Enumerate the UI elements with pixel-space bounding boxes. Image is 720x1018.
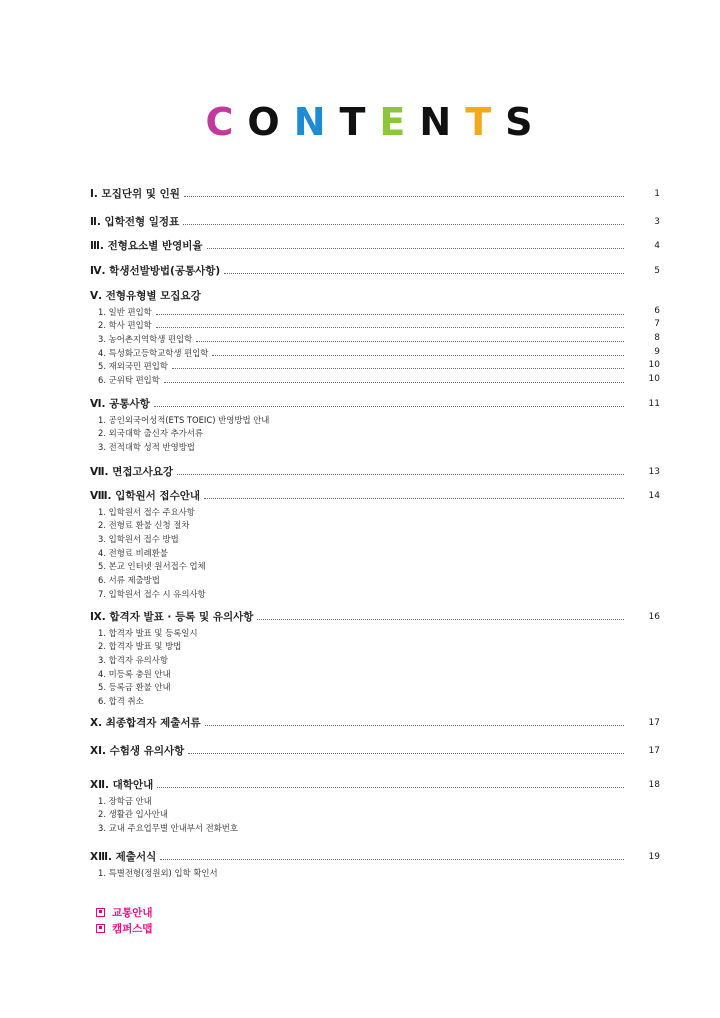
toc-section-row[interactable] (90, 487, 660, 503)
toc-subitems (90, 793, 660, 834)
toc-subitems (90, 412, 660, 453)
subitem-title: 3. 합격자 유의사항 (98, 655, 168, 666)
section-title: Ⅷ. 입학원서 접수안내 (90, 490, 201, 502)
toc-subitem[interactable] (90, 331, 660, 345)
dot-leader (224, 273, 624, 274)
section-title: ⅩⅠ. 수험생 유의사항 (90, 745, 185, 757)
subitem-title: 1. 합격자 발표 및 등록일시 (98, 627, 198, 638)
toc-section-row[interactable] (90, 185, 660, 201)
subitem-title: 4. 미등록 충원 안내 (98, 668, 171, 679)
section-page-number: 3 (654, 217, 660, 227)
subitem-title: 1. 입학원서 접수 주요사항 (98, 506, 195, 517)
toc-section (90, 608, 660, 707)
toc-subitem[interactable] (90, 666, 660, 680)
toc-section-row[interactable] (90, 395, 660, 411)
toc-section (90, 262, 660, 278)
toc-section-row[interactable] (90, 463, 660, 479)
toc-section (90, 395, 660, 453)
dot-leader (177, 474, 624, 475)
title-letter: T (465, 100, 506, 144)
toc-section (90, 848, 660, 879)
toc-subitem[interactable] (90, 412, 660, 426)
section-page-number: 14 (648, 491, 660, 501)
square-bullet-icon (96, 924, 105, 933)
toc-subitem[interactable] (90, 439, 660, 453)
subitem-title: 1. 공인외국어성적(ETS TOEIC) 반영방법 안내 (98, 414, 270, 425)
section-page-number: 17 (648, 746, 660, 756)
subitem-page-number: 9 (654, 346, 660, 357)
toc-section-row[interactable] (90, 608, 660, 624)
section-title: Ⅰ. 모집단위 및 인원 (90, 188, 180, 200)
title-letter: N (419, 100, 466, 144)
toc-subitem[interactable] (90, 372, 660, 386)
section-page-number: 19 (648, 852, 660, 862)
toc-subitem[interactable] (90, 639, 660, 653)
subitem-title: 1. 장학금 안내 (98, 795, 152, 806)
toc-subitem[interactable] (90, 693, 660, 707)
toc-section (90, 742, 660, 758)
title-letter: T (339, 100, 380, 144)
toc-subitem[interactable] (90, 793, 660, 807)
toc-subitem[interactable] (90, 820, 660, 834)
toc-section-row[interactable] (90, 848, 660, 864)
dot-leader (154, 406, 624, 407)
dot-leader (257, 619, 624, 620)
section-title: Ⅳ. 학생선발방법(공통사항) (90, 265, 221, 277)
contents-title (0, 100, 720, 144)
toc-section-row[interactable] (90, 287, 660, 303)
title-letter: C (205, 100, 248, 144)
toc-subitems (90, 504, 660, 600)
subitem-title: 3. 전적대학 성적 반영방법 (98, 442, 195, 453)
toc-subitem[interactable] (90, 586, 660, 600)
toc-subitems (90, 625, 660, 707)
subitem-title: 4. 특성화고등학교학생 편입학 (98, 347, 209, 358)
toc-section-row[interactable] (90, 742, 660, 758)
subitem-title: 6. 서류 제출방법 (98, 575, 160, 586)
toc-section (90, 463, 660, 479)
title-letter: S (505, 100, 547, 144)
dot-leader (156, 314, 624, 315)
dot-leader (207, 248, 624, 249)
toc-subitem[interactable] (90, 680, 660, 694)
toc-subitem[interactable] (90, 559, 660, 573)
section-page-number: 16 (648, 612, 660, 622)
toc-subitem[interactable] (90, 426, 660, 440)
section-page-number: 18 (648, 780, 660, 790)
dot-leader (204, 498, 624, 499)
section-page-number: 11 (648, 399, 660, 409)
section-title: Ⅲ. 전형요소별 반영비율 (90, 240, 203, 252)
section-title: ⅩⅢ. 제출서식 (90, 851, 157, 863)
subitem-title: 7. 입학원서 접수 시 유의사항 (98, 588, 206, 599)
section-title: Ⅶ. 면접고사요강 (90, 466, 174, 478)
subitem-title: 5. 재외국민 편입학 (98, 361, 168, 372)
subitem-page-number: 6 (654, 305, 660, 316)
subitem-title: 2. 외국대학 출신자 추가서류 (98, 428, 203, 439)
toc-subitem[interactable] (90, 625, 660, 639)
toc-section-row[interactable] (90, 714, 660, 730)
dot-leader (184, 196, 624, 197)
toc-subitem[interactable] (90, 518, 660, 532)
dot-leader (160, 859, 624, 860)
toc-subitems (90, 304, 660, 386)
toc-section-row[interactable] (90, 262, 660, 278)
title-letter: N (293, 100, 340, 144)
subitem-title: 2. 합격자 발표 및 방법 (98, 641, 182, 652)
toc-subitem[interactable] (90, 504, 660, 518)
section-page-number: 5 (654, 266, 660, 276)
subitem-title: 5. 본교 인터넷 원서접수 업체 (98, 561, 206, 572)
appendix-link-label: 교통안내 (112, 906, 153, 919)
toc-section (90, 287, 660, 386)
dot-leader (196, 341, 624, 342)
subitem-title: 3. 입학원서 접수 방법 (98, 534, 179, 545)
toc-section (90, 185, 660, 201)
subitem-title: 3. 교내 주요업무별 안내부서 전화번호 (98, 823, 238, 834)
section-title: Ⅵ. 공통사항 (90, 398, 150, 410)
subitem-title: 6. 군위탁 편입학 (98, 375, 160, 386)
section-title: Ⅱ. 입학전형 일정표 (90, 216, 180, 228)
subitem-title: 1. 일반 편입학 (98, 306, 152, 317)
dot-leader (205, 725, 624, 726)
subitem-title: 5. 등록금 환불 안내 (98, 682, 171, 693)
square-bullet-icon (96, 908, 105, 917)
subitem-title: 2. 전형료 환불 신청 절차 (98, 520, 190, 531)
subitem-title: 1. 특별전형(정원외) 입학 확인서 (98, 867, 218, 878)
section-page-number: 17 (648, 718, 660, 728)
section-page-number: 1 (654, 189, 660, 199)
section-title: ⅩⅡ. 대학안내 (90, 779, 154, 791)
toc-section (90, 776, 660, 834)
toc-subitems (90, 865, 660, 879)
dot-leader (157, 787, 624, 788)
dot-leader (164, 382, 624, 383)
toc-subitem[interactable] (90, 359, 660, 373)
appendix-link[interactable] (96, 920, 153, 936)
subitem-title: 3. 농어촌지역학생 편입학 (98, 334, 193, 345)
subitem-page-number: 8 (654, 333, 660, 344)
section-title: Ⅴ. 전형유형별 모집요강 (90, 290, 201, 302)
toc-subitem[interactable] (90, 531, 660, 545)
subitem-title: 6. 합격 취소 (98, 696, 144, 707)
section-page-number: 4 (654, 241, 660, 251)
dot-leader (156, 327, 624, 328)
subitem-title: 2. 생활관 입사안내 (98, 809, 168, 820)
appendix-link[interactable] (96, 904, 153, 920)
section-page-number: 13 (648, 467, 660, 477)
subitem-page-number: 10 (648, 360, 660, 371)
toc-section (90, 213, 660, 229)
toc-subitem[interactable] (90, 652, 660, 666)
appendix-links (96, 904, 153, 936)
title-letter: E (379, 100, 420, 144)
toc-subitem[interactable] (90, 572, 660, 586)
toc-section-row[interactable] (90, 776, 660, 792)
toc-subitem[interactable] (90, 545, 660, 559)
subitem-page-number: 10 (648, 374, 660, 385)
subitem-title: 4. 전형료 비례환불 (98, 547, 168, 558)
toc-section-row[interactable] (90, 213, 660, 229)
dot-leader (212, 355, 624, 356)
section-title: Ⅸ. 합격자 발표 · 등록 및 유의사항 (90, 611, 254, 623)
toc-section-row[interactable] (90, 237, 660, 253)
section-title: Ⅹ. 최종합격자 제출서류 (90, 717, 201, 729)
toc-subitem[interactable] (90, 345, 660, 359)
dot-leader (188, 753, 624, 754)
toc-section (90, 487, 660, 600)
dot-leader (183, 224, 624, 225)
toc-subitem[interactable] (90, 304, 660, 318)
subitem-page-number: 7 (654, 319, 660, 330)
toc-subitem[interactable] (90, 318, 660, 332)
toc-subitem[interactable] (90, 865, 660, 879)
title-letter: O (247, 100, 294, 144)
dot-leader (172, 368, 624, 369)
toc-section (90, 237, 660, 253)
subitem-title: 2. 학사 편입학 (98, 320, 152, 331)
toc-section (90, 714, 660, 730)
appendix-link-label: 캠퍼스맵 (112, 922, 153, 935)
toc-subitem[interactable] (90, 807, 660, 821)
